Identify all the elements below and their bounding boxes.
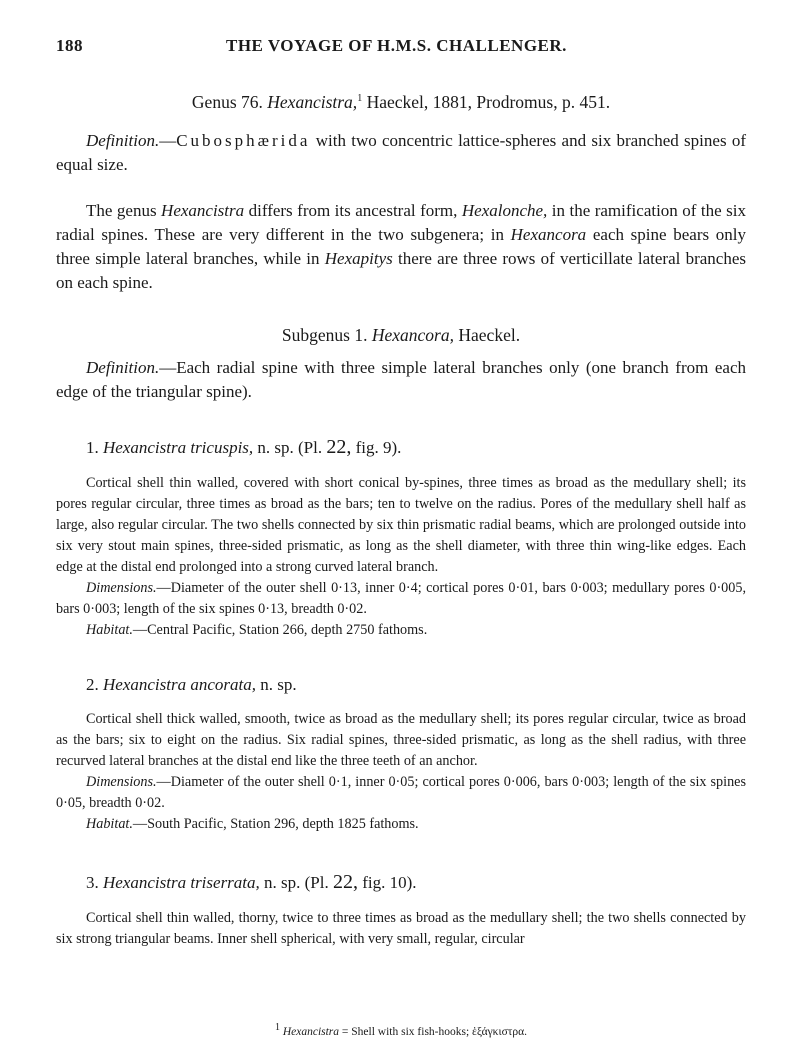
genus-name: Hexancistra, bbox=[267, 92, 358, 112]
genus-heading bbox=[56, 92, 746, 113]
species-dimensions: Dimensions.—Diameter of the outer shell 0·13, inner 0·4; cortical pores 0·01, bars 0·003; medullary pores 0·005, bars 0·003; length of the six spines 0·13, breadth 0·02. bbox=[56, 580, 746, 617]
genus-prefix: Genus 76. bbox=[191, 92, 263, 112]
definition-label: Definition. bbox=[86, 131, 160, 150]
species-heading: 2. Hexancistra ancorata, n. sp. bbox=[86, 675, 297, 694]
footnote-reference: 1 bbox=[357, 93, 363, 105]
spaced-term: Cubosphærida bbox=[176, 131, 311, 150]
greek-term: ἑξάγκιστρα. bbox=[472, 1026, 528, 1038]
subgenus-name: Hexancora, bbox=[371, 325, 454, 345]
species-name: Hexancistra tricuspis, bbox=[103, 438, 254, 457]
species-description: Cortical shell thin walled, thorny, twice to three times as broad as the medullary shell; the two shells connected by six strong triangular beams. Inner shell spherical, with very small, regular, circular bbox=[56, 910, 746, 947]
genus-authority: Haeckel, 1881, Prodromus, p. 451. bbox=[366, 92, 611, 112]
species-habitat: Habitat.—South Pacific, Station 296, depth 1825 fathoms. bbox=[86, 816, 419, 832]
page-number: 188 bbox=[56, 36, 83, 55]
species-description: Cortical shell thick walled, smooth, twice as broad as the medullary shell; its pores regular circular, twice as broad as the bars; six to eight on the radius. Six radial spines, three-sided prismatic, as long as the shell radius, with three recurved lateral branches at the distal end like the three teeth of an anchor. bbox=[56, 711, 746, 769]
species-heading: 3. Hexancistra triserrata, n. sp. (Pl. 22, fig. 10). bbox=[86, 871, 417, 893]
page bbox=[56, 36, 746, 1038]
footnote-term: Hexancistra bbox=[282, 1026, 340, 1038]
subgenus-definition: Definition.—Each radial spine with three simple lateral branches only (one branch from each edge of the triangular spine). bbox=[56, 358, 746, 401]
running-title: THE VOYAGE OF H.M.S. CHALLENGER. bbox=[226, 36, 567, 55]
genus-discussion: The genus Hexancistra differs from its ancestral form, Hexalonche, in the ramification of the six radial spines. These are very different in the two subgenera; in Hexancora each spine bears only three simple lateral branches, while in Hexapitys there are three rows of verticillate lateral branches on each spine. bbox=[56, 201, 746, 292]
footnote: $^1$ Hexancistra = Shell with six fish-hooks; ἑξάγκιστρα. bbox=[274, 1022, 528, 1038]
species-name: Hexancistra ancorata, bbox=[103, 675, 256, 694]
species-habitat: Habitat.—Central Pacific, Station 266, depth 2750 fathoms. bbox=[86, 622, 428, 638]
species-dimensions: Dimensions.—Diameter of the outer shell 0·1, inner 0·05; cortical pores 0·006, bars 0·003; length of the six spines 0·05, breadth 0·02. bbox=[56, 774, 746, 811]
subgenus-heading: Subgenus 1. Hexancora, Haeckel. bbox=[281, 325, 521, 345]
species-name: Hexancistra triserrata, bbox=[103, 873, 260, 892]
running-header bbox=[56, 36, 746, 62]
genus-definition: Definition.—Cubosphærida with two concentric lattice-spheres and six branched spines of equal size. bbox=[56, 131, 746, 174]
species-description: Cortical shell thin walled, covered with short conical by-spines, three times as broad as the medullary shell; its pores regular circular, three times as broad as the bars; ten to twelve on the radius. Pores of the medullary shell half as large, also regular circular. The two shells connected by six thin prismatic radial beams, which are prolonged outside into six very stout main spines, three-sided prismatic, as long as the shell diameter, with three thin wing-like edges. Each edge at the distal end prolonged into a strong curved lateral branch. bbox=[56, 475, 746, 575]
species-heading: 1. Hexancistra tricuspis, n. sp. (Pl. 22, fig. 9). bbox=[86, 436, 402, 458]
